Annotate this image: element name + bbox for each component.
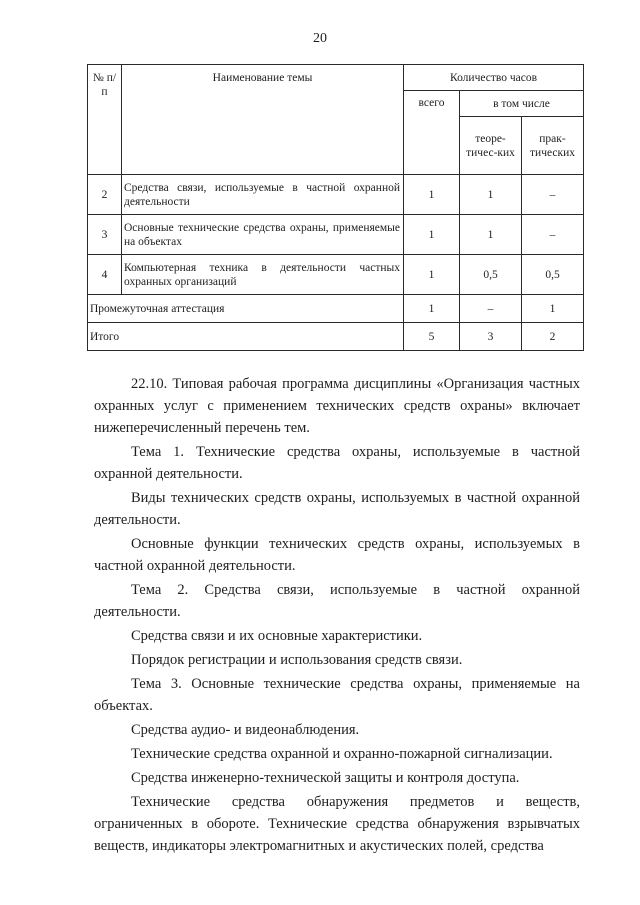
row-practical: – [522,215,584,255]
header-practical: прак-тических [522,117,584,175]
row-practical: 0,5 [522,255,584,295]
paragraph: Технические средства обнаружения предметов и веществ, ограниченных в обороте. Технические средства обнаружения взрывчатых веществ, индикаторы электромагнитных и акустических полей, средства [94,794,580,854]
table-row [88,255,584,295]
table-row [88,215,584,255]
header-total: всего [404,91,460,175]
interim-total: 1 [404,295,460,323]
header-theoretical: теоре-тичес-ких [460,117,522,175]
page-number: 20 [313,31,327,46]
row-practical: – [522,175,584,215]
intro-paragraph: 22.10. Типовая рабочая программа дисциплины «Организация частных охранных услуг с применением технических средств охраны» включает нижеперечисленный перечень тем. [94,376,580,436]
row-total: 1 [404,255,460,295]
final-theoretical: 3 [460,323,522,351]
row-topic: Основные технические средства охраны, применяемые на объектах [122,215,404,255]
final-practical: 2 [522,323,584,351]
row-theoretical: 1 [460,175,522,215]
paragraph: Основные функции технических средств охраны, используемых в частной охранной деятельности. [94,536,580,574]
row-number: 4 [88,255,122,295]
final-total: 5 [404,323,460,351]
table-row [88,175,584,215]
row-total: 1 [404,175,460,215]
topics-table [87,64,584,351]
body-text [94,373,580,857]
paragraph: Средства аудио- и видеонаблюдения. [131,722,360,738]
row-theoretical: 0,5 [460,255,522,295]
header-hours: Количество часов [404,65,584,91]
table-header-row [88,65,584,91]
row-total: 1 [404,215,460,255]
interim-practical: 1 [522,295,584,323]
interim-theoretical: – [460,295,522,323]
paragraph: Средства инженерно-технической защиты и контроля доступа. [131,770,520,786]
paragraph: Порядок регистрации и использования средств связи. [131,652,463,668]
row-topic: Компьютерная техника в деятельности частных охранных организаций [122,255,404,295]
paragraph: Технические средства охранной и охранно-пожарной сигнализации. [131,746,553,762]
header-number: № п/п [88,65,122,175]
row-number: 2 [88,175,122,215]
table-row [88,295,584,323]
topic-2-heading: Тема 2. Средства связи, используемые в частной охранной деятельности. [94,582,580,620]
row-topic: Средства связи, используемые в частной охранной деятельности [122,175,404,215]
row-theoretical: 1 [460,215,522,255]
paragraph: Средства связи и их основные характеристики. [131,628,423,644]
topic-3-heading: Тема 3. Основные технические средства охраны, применяемые на объектах. [94,676,580,714]
interim-label: Промежуточная аттестация [88,295,404,323]
row-number: 3 [88,215,122,255]
header-topic-name: Наименование темы [122,65,404,175]
paragraph: Виды технических средств охраны, используемых в частной охранной деятельности. [94,490,580,528]
table-row [88,323,584,351]
topic-1-heading: Тема 1. Технические средства охраны, используемые в частной охранной деятельности. [94,444,580,482]
final-label: Итого [88,323,404,351]
header-including: в том числе [460,91,584,117]
